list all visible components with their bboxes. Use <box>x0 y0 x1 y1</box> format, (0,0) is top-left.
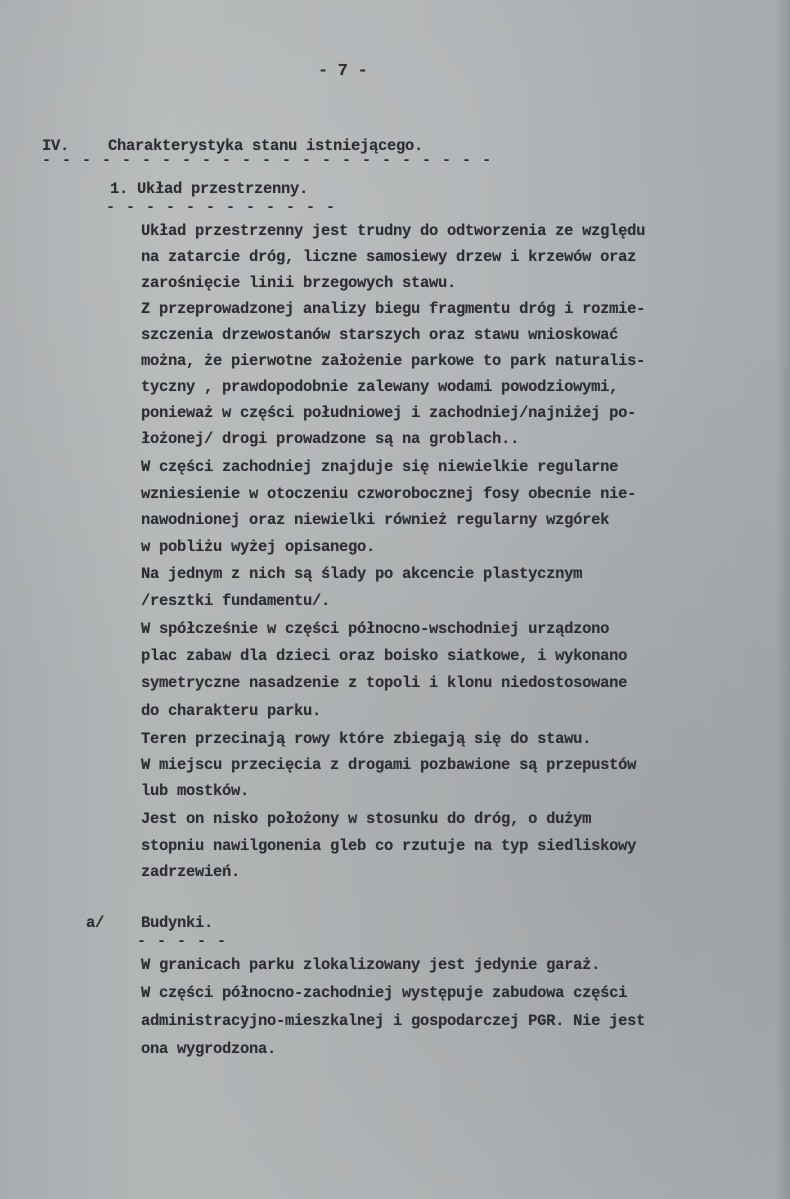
body-line: W części zachodniej znajduje się niewielkie regularne <box>141 458 619 476</box>
chapter-numeral: IV. <box>42 137 70 155</box>
body-line: /resztki fundamentu/. <box>141 592 331 610</box>
body-line: ponieważ w części południowej i zachodniej/najniżej po- <box>141 404 637 422</box>
body-line: W miejscu przecięcia z drogami pozbawione są przepustów <box>141 756 637 774</box>
page-number: - 7 - <box>318 62 368 81</box>
body-line: Teren przecinają rowy które zbiegają się do stawu. <box>141 730 592 748</box>
body-line: zarośnięcie linii brzegowych stawu. <box>141 274 457 292</box>
section1-title: 1. Układ przestrzenny. <box>110 180 309 198</box>
page-edge-shadow <box>776 0 790 1199</box>
body-line: Na jednym z nich są ślady po akcencie plastycznym <box>141 565 583 583</box>
body-line: można, że pierwotne założenie parkowe to park naturalis- <box>141 352 646 370</box>
section-a-marker: a/ <box>86 914 105 932</box>
body-line: tyczny , prawdopodobnie zalewany wodami powodziowymi, <box>141 378 619 396</box>
section-a-title-underline: - - - - - <box>137 933 228 950</box>
body-line: Jest on nisko położony w stosunku do dróg, o dużym <box>141 810 592 828</box>
section-a-title: Budynki. <box>141 914 214 932</box>
section1-title-underline: - - - - - - - - - - - - <box>106 199 337 216</box>
chapter-title-underline: - - - - - - - - - - - - - - - - - - - - - - - <box>42 152 493 169</box>
body-line: Z przeprowadzonej analizy biegu fragmentu dróg i rozmie- <box>141 300 646 318</box>
body-line: szczenia drzewostanów starszych oraz stawu wnioskować <box>141 326 619 344</box>
body-line: wzniesienie w otoczeniu czworobocznej fosy obecnie nie- <box>141 485 637 503</box>
body-line: lub mostków. <box>141 782 250 800</box>
body-line: do charakteru parku. <box>141 702 322 720</box>
body-line: symetryczne nasadzenie z topoli i klonu niedostosowane <box>141 674 628 692</box>
body-line: stopniu nawilgonenia gleb co rzutuje na typ siedliskowy <box>141 837 637 855</box>
body-line: na zatarcie dróg, liczne samosiewy drzew i krzewów oraz <box>141 248 637 266</box>
body-line: W spółcześnie w części północno-wschodniej urządzono <box>141 620 610 638</box>
body-line: W granicach parku zlokalizowany jest jedynie garaż. <box>141 956 601 974</box>
body-line: zadrzewień. <box>141 863 241 881</box>
body-line: W części północno-zachodniej występuje zabudowa części <box>141 984 628 1002</box>
body-line: Układ przestrzenny jest trudny do odtworzenia ze względu <box>141 222 646 240</box>
body-line: nawodnionej oraz niewielki również regularny wzgórek <box>141 511 610 529</box>
chapter-title: Charakterystyka stanu istniejącego. <box>108 137 424 155</box>
body-line: plac zabaw dla dzieci oraz boisko siatkowe, i wykonano <box>141 647 628 665</box>
body-line: łożonej/ drogi prowadzone są na groblach.. <box>141 430 520 448</box>
body-line: administracyjno-mieszkalnej i gospodarczej PGR. Nie jest <box>141 1012 646 1030</box>
body-line: ona wygrodzona. <box>141 1040 277 1058</box>
body-line: w pobliżu wyżej opisanego. <box>141 538 376 556</box>
